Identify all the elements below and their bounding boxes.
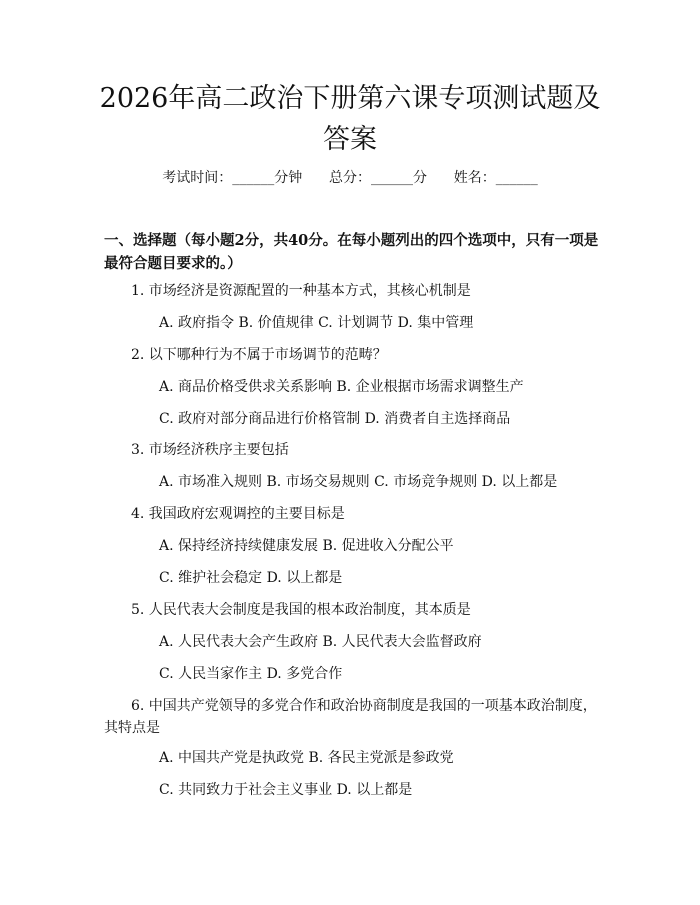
question-6-options-line-1: A. 中国共产党是执政党 B. 各民主党派是参政党 xyxy=(159,750,454,766)
question-1-stem: 1. 市场经济是资源配置的一种基本方式，其核心机制是 xyxy=(131,283,471,299)
question-5-options-line-1: A. 人民代表大会产生政府 B. 人民代表大会监督政府 xyxy=(159,634,482,650)
section-heading: 一、选择题（每小题2分，共40分。在每小题列出的四个选项中，只有一项是最符合题目要求的。） xyxy=(104,232,599,272)
question-6-stem: 6. 中国共产党领导的多党合作和政治协商制度是我国的一项基本政治制度， xyxy=(131,698,597,714)
question-5-options-line-2: C. 人民当家作主 D. 多党合作 xyxy=(159,666,343,682)
question-6-options-line-2: C. 共同致力于社会主义事业 D. 以上都是 xyxy=(159,782,413,798)
question-3-options: A. 市场准入规则 B. 市场交易规则 C. 市场竞争规则 D. 以上都是 xyxy=(159,474,558,490)
question-2-stem: 2. 以下哪种行为不属于市场调节的范畴？ xyxy=(131,347,387,363)
question-4-options-line-1: A. 保持经济持续健康发展 B. 促进收入分配公平 xyxy=(159,538,454,554)
document-title: 2026年高二政治下册第六课专项测试题及答案 xyxy=(99,83,601,155)
exam-info-line: 考试时间：______分钟 总分：______分 姓名：______ xyxy=(162,170,538,186)
question-4-stem: 4. 我国政府宏观调控的主要目标是 xyxy=(131,506,345,522)
question-2-options-line-1: A. 商品价格受供求关系影响 B. 企业根据市场需求调整生产 xyxy=(159,379,524,395)
question-4-options-line-2: C. 维护社会稳定 D. 以上都是 xyxy=(159,570,343,586)
question-5-stem: 5. 人民代表大会制度是我国的根本政治制度，其本质是 xyxy=(131,602,471,618)
question-1-options: A. 政府指令 B. 价值规律 C. 计划调节 D. 集中管理 xyxy=(159,315,474,331)
question-3-stem: 3. 市场经济秩序主要包括 xyxy=(131,442,289,458)
question-6-stem-continued: 其特点是 xyxy=(104,720,160,736)
question-2-options-line-2: C. 政府对部分商品进行价格管制 D. 消费者自主选择商品 xyxy=(159,411,511,427)
